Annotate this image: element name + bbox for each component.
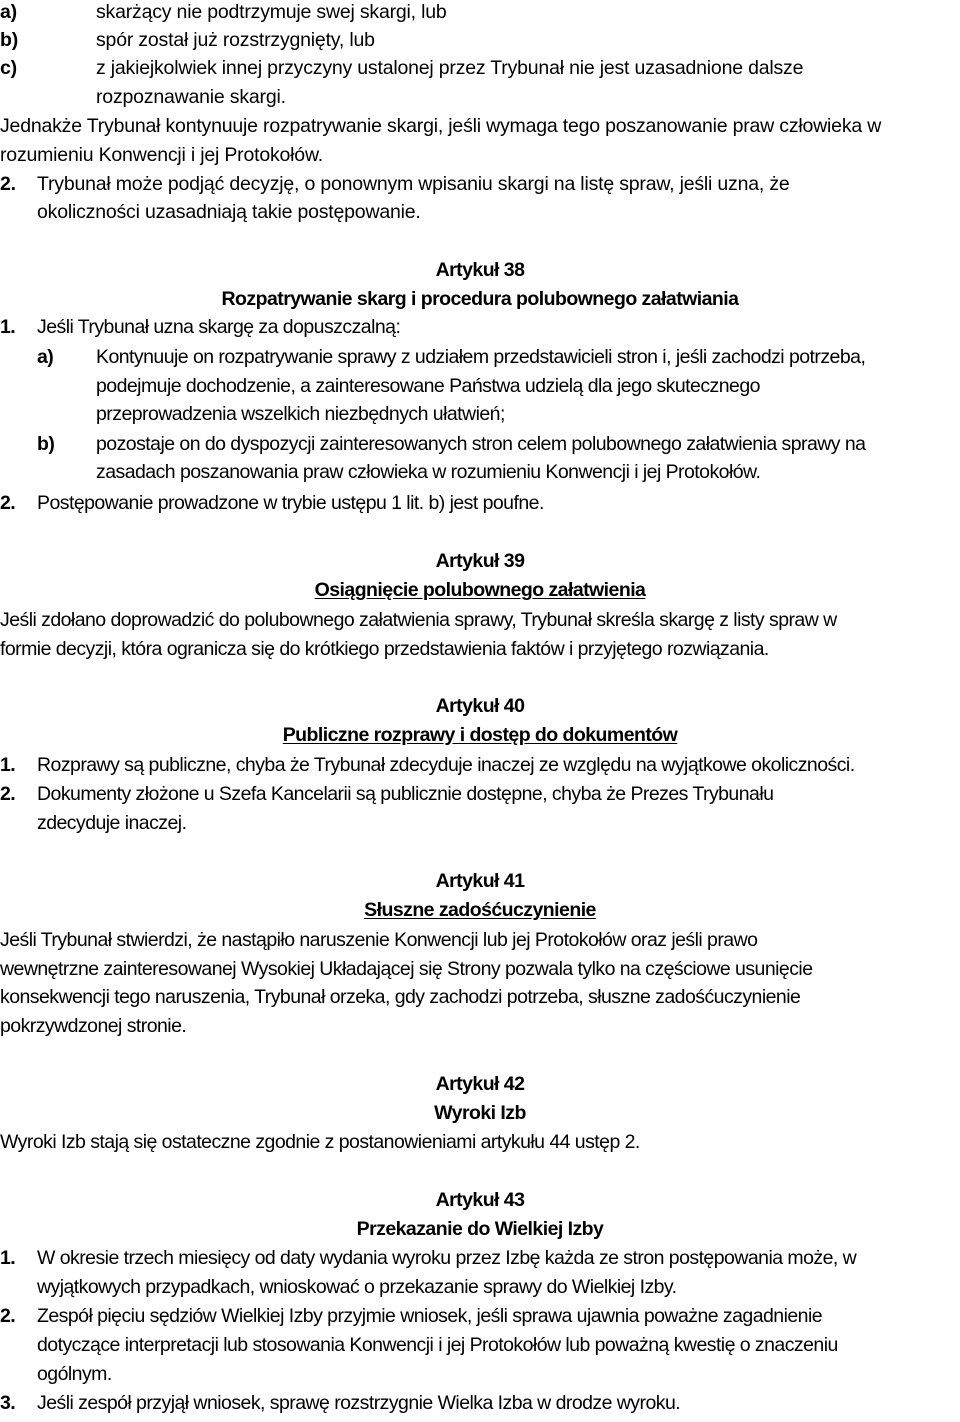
paragraph-line: Wyroki Izb stają się ostateczne zgodnie z postanowieniami artykułu 44 ustęp 2. [0, 1131, 640, 1153]
list-item-line: zasadach poszanowania praw człowieka w rozumieniu Konwencji i jej Protokołów. [96, 461, 761, 483]
list-item-continuation: rozpoznawanie skargi. [96, 86, 286, 108]
paragraph-marker: 3. [0, 1392, 16, 1414]
paragraph-line: Rozprawy są publiczne, chyba że Trybunał zdecyduje inaczej ze względu na wyjątkowe okoliczności. [37, 754, 855, 776]
list-item-text: spór został już rozstrzygnięty, lub [96, 29, 375, 51]
paragraph-line: Jeśli Trybunał stwierdzi, że nastąpiło naruszenie Konwencji lub jej Protokołów oraz jeśli prawo [0, 929, 758, 951]
list-item-line: przeprowadzenia wszelkich niezbędnych ułatwień; [96, 403, 505, 425]
paragraph-line: Trybunał może podjąć decyzję, o ponownym wpisaniu skargi na listę spraw, jeśli uzna, że [37, 173, 790, 195]
paragraph-line: formie decyzji, która ogranicza się do krótkiego przedstawienia faktów i przyjętego rozwiązania. [0, 638, 769, 660]
paragraph-marker: 1. [0, 754, 16, 776]
paragraph-line: Zespół pięciu sędziów Wielkiej Izby przyjmie wniosek, jeśli sprawa ujawnia poważne zagadnienie [37, 1305, 823, 1327]
list-item-line: podejmuje dochodzenie, a zainteresowane Państwa udzielą dla jego skutecznego [96, 375, 760, 397]
article-title: Osiągnięcie polubownego załatwienia [314, 579, 646, 601]
article-heading: Artykuł 41 [435, 870, 525, 892]
list-marker: c) [0, 57, 17, 79]
paragraph-line: dotyczące interpretacji lub stosowania Konwencji i jej Protokołów lub poważną kwestię o znaczeniu [37, 1334, 838, 1356]
article-title: Wyroki Izb [434, 1102, 526, 1124]
paragraph-line: wewnętrzne zainteresowanej Wysokiej Układającej się Strony pozwala tylko na częściowe usunięcie [0, 958, 813, 980]
article-title: Przekazanie do Wielkiej Izby [356, 1218, 604, 1240]
paragraph-line: ogólnym. [37, 1363, 112, 1385]
paragraph-marker: 2. [0, 783, 16, 805]
paragraph-line: Jeśli zespół przyjął wniosek, sprawę rozstrzygnie Wielka Izba w drodze wyroku. [37, 1392, 681, 1414]
paragraph-marker: 2. [0, 173, 16, 195]
list-item-text: skarżący nie podtrzymuje swej skargi, lub [96, 1, 447, 23]
article-heading: Artykuł 40 [435, 695, 525, 717]
paragraph-line: W okresie trzech miesięcy od daty wydania wyroku przez Izbę każda ze stron postępowania może, w [37, 1247, 857, 1269]
list-marker: b) [0, 29, 19, 51]
article-title: Publiczne rozprawy i dostęp do dokumentów [282, 724, 678, 746]
paragraph-marker: 1. [0, 1247, 16, 1269]
paragraph-line: konsekwencji tego naruszenia, Trybunał orzeka, gdy zachodzi potrzeba, słuszne zadośćuczynienie [0, 986, 801, 1008]
list-item-line: Kontynuuje on rozpatrywanie sprawy z udziałem przedstawicieli stron i, jeśli zachodzi potrzeba, [96, 346, 866, 368]
article-heading: Artykuł 42 [435, 1073, 525, 1095]
paragraph-marker: 1. [0, 316, 16, 338]
list-marker: a) [37, 346, 54, 368]
article-heading: Artykuł 43 [435, 1189, 525, 1211]
article-title: Rozpatrywanie skarg i procedura polubownego załatwiania [221, 288, 739, 310]
paragraph-line: Dokumenty złożone u Szefa Kancelarii są publicznie dostępne, chyba że Prezes Trybunału [37, 783, 774, 805]
article-heading: Artykuł 39 [435, 550, 525, 572]
paragraph-line: okoliczności uzasadniają takie postępowanie. [37, 201, 421, 223]
paragraph-marker: 2. [0, 1305, 16, 1327]
paragraph-marker: 2. [0, 492, 16, 514]
paragraph-line: Jeśli zdołano doprowadzić do polubownego załatwienia sprawy, Trybunał skreśla skargę z listy spraw w [0, 609, 837, 631]
article-title: Słuszne zadośćuczynienie [364, 899, 596, 921]
paragraph-line: wyjątkowych przypadkach, wnioskować o przekazanie sprawy do Wielkiej Izby. [37, 1276, 677, 1298]
list-item-text: z jakiejkolwiek innej przyczyny ustalonej przez Trybunał nie jest uzasadnione dalsze [96, 57, 804, 79]
paragraph-line: pokrzywdzonej stronie. [0, 1015, 187, 1037]
article-heading: Artykuł 38 [435, 259, 525, 281]
paragraph-line: zdecyduje inaczej. [37, 812, 187, 834]
list-marker: b) [37, 433, 55, 455]
paragraph-line: rozumieniu Konwencji i jej Protokołów. [0, 144, 323, 166]
list-marker: a) [0, 1, 17, 23]
paragraph-line: Postępowanie prowadzone w trybie ustępu 1 lit. b) jest poufne. [37, 492, 544, 514]
paragraph-line: Jednakże Trybunał kontynuuje rozpatrywanie skargi, jeśli wymaga tego poszanowanie praw człowieka w [0, 115, 882, 137]
list-item-line: pozostaje on do dyspozycji zainteresowanych stron celem polubownego załatwienia sprawy na [96, 433, 866, 455]
paragraph-line: Jeśli Trybunał uzna skargę za dopuszczalną: [37, 316, 401, 338]
